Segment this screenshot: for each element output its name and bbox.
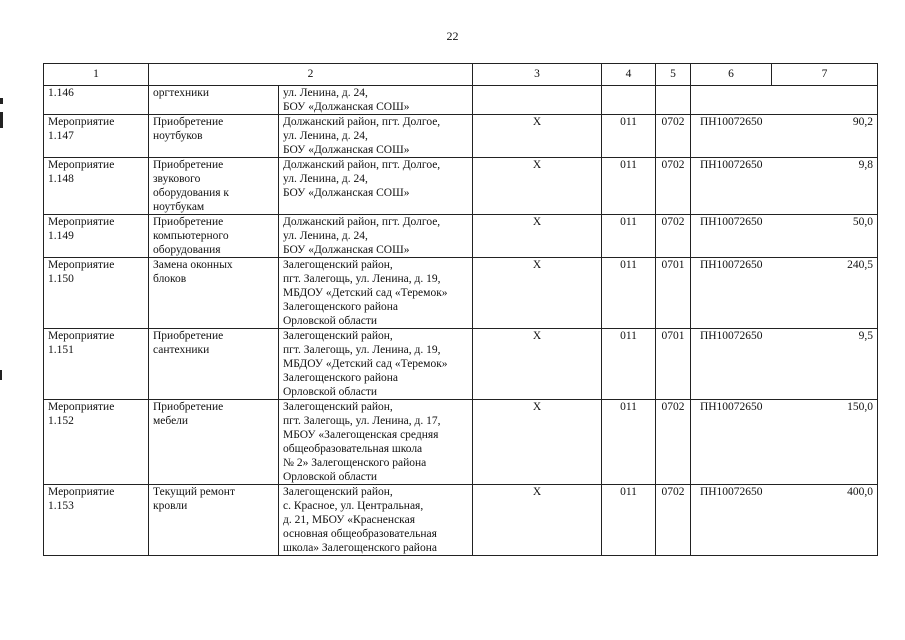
mark-cell: X bbox=[473, 215, 602, 258]
measure-address-cell-line: Залегощенский район, bbox=[283, 330, 393, 342]
measure-address-cell bbox=[279, 329, 473, 400]
measure-id-cell-line: Мероприятие bbox=[48, 330, 115, 342]
measure-address-cell-line: БОУ «Должанская СОШ» bbox=[283, 244, 410, 256]
measure-id-cell bbox=[44, 258, 149, 329]
mark-cell: X bbox=[473, 485, 602, 556]
mark-cell: X bbox=[473, 115, 602, 158]
measure-name-cell bbox=[149, 86, 279, 115]
measure-id-cell-line: 1.150 bbox=[48, 273, 74, 285]
table-row bbox=[44, 400, 878, 485]
measure-address-cell-line: БОУ «Должанская СОШ» bbox=[283, 144, 410, 156]
table-header bbox=[44, 64, 878, 86]
measure-id-cell bbox=[44, 158, 149, 215]
measure-address-cell-line: Орловской области bbox=[283, 386, 378, 398]
measure-address-cell-line: Должанский район, пгт. Долгое, bbox=[283, 116, 441, 128]
measure-address-cell-line: ул. Ленина, д. 24, bbox=[283, 230, 368, 242]
measure-name-cell bbox=[149, 485, 279, 556]
table-row bbox=[44, 258, 878, 329]
measure-address-cell-line: пгт. Залегощь, ул. Ленина, д. 19, bbox=[283, 273, 441, 285]
amount-cell: 90,2 bbox=[772, 115, 878, 158]
measure-address-cell-line: Залегощенский район, bbox=[283, 401, 393, 413]
measure-address-cell-line: Должанский район, пгт. Долгое, bbox=[283, 159, 441, 171]
measure-address-cell bbox=[279, 258, 473, 329]
code-cell bbox=[602, 86, 656, 115]
code-cell: 011 bbox=[602, 329, 656, 400]
measure-address-cell-line: БОУ «Должанская СОШ» bbox=[283, 101, 410, 113]
measure-address-cell-line: д. 21, МБОУ «Красненская bbox=[283, 514, 415, 526]
measure-address-cell bbox=[279, 86, 473, 115]
header-cell: 2 bbox=[149, 64, 473, 86]
target-article-cell: ПН10072650 bbox=[691, 400, 772, 485]
measure-name-cell-line: оборудования к bbox=[153, 187, 230, 199]
mark-cell: X bbox=[473, 158, 602, 215]
measure-address-cell bbox=[279, 485, 473, 556]
measure-address-cell-line: пгт. Залегощь, ул. Ленина, д. 17, bbox=[283, 415, 441, 427]
section-cell: 0701 bbox=[656, 329, 691, 400]
code-cell: 011 bbox=[602, 485, 656, 556]
measure-name-cell bbox=[149, 215, 279, 258]
measure-address-cell-line: школа» Залегощенского района bbox=[283, 542, 437, 554]
measure-address-cell-line: ул. Ленина, д. 24, bbox=[283, 87, 368, 99]
measure-address-cell-line: Орловской области bbox=[283, 471, 378, 483]
section-cell: 0701 bbox=[656, 258, 691, 329]
measure-name-cell bbox=[149, 115, 279, 158]
measure-id-cell-line: 1.152 bbox=[48, 415, 74, 427]
measure-name-cell-line: блоков bbox=[153, 273, 187, 285]
measure-address-cell-line: Орловской области bbox=[283, 315, 378, 327]
measure-id-cell bbox=[44, 400, 149, 485]
measure-address-cell bbox=[279, 400, 473, 485]
table-row bbox=[44, 485, 878, 556]
measure-id-cell bbox=[44, 86, 149, 115]
measure-name-cell bbox=[149, 158, 279, 215]
measure-id-cell-line: Мероприятие bbox=[48, 216, 115, 228]
measure-address-cell-line: МБДОУ «Детский сад «Теремок» bbox=[283, 358, 448, 370]
table-row bbox=[44, 115, 878, 158]
measure-id-cell bbox=[44, 115, 149, 158]
header-cell: 5 bbox=[656, 64, 691, 86]
measure-name-cell bbox=[149, 329, 279, 400]
header-cell: 3 bbox=[473, 64, 602, 86]
target-article-cell: ПН10072650 bbox=[691, 158, 772, 215]
measure-address-cell-line: № 2» Залегощенского района bbox=[283, 457, 427, 469]
mark-cell bbox=[473, 86, 602, 115]
measure-name-cell-line: Приобретение bbox=[153, 116, 224, 128]
measure-name-cell bbox=[149, 400, 279, 485]
measure-id-cell-line: Мероприятие bbox=[48, 259, 115, 271]
measure-id-cell-line: 1.151 bbox=[48, 344, 74, 356]
page-number: 22 bbox=[446, 29, 459, 43]
measure-id-cell-line: 1.148 bbox=[48, 173, 74, 185]
measure-address-cell-line: МБДОУ «Детский сад «Теремок» bbox=[283, 287, 448, 299]
measure-name-cell-line: Замена оконных bbox=[153, 259, 233, 271]
header-cell: 7 bbox=[772, 64, 878, 86]
section-cell: 0702 bbox=[656, 215, 691, 258]
measure-name-cell-line: сантехники bbox=[153, 344, 210, 356]
measure-name-cell-line: Приобретение bbox=[153, 330, 224, 342]
measure-name-cell-line: мебели bbox=[153, 415, 189, 427]
table-body bbox=[44, 86, 878, 556]
code-cell: 011 bbox=[602, 158, 656, 215]
measure-id-cell-line: 1.149 bbox=[48, 230, 74, 242]
measure-address-cell-line: общеобразовательная школа bbox=[283, 443, 423, 455]
measure-id-cell-line: 1.146 bbox=[48, 87, 74, 99]
measure-address-cell-line: МБОУ «Залегощенская средняя bbox=[283, 429, 439, 441]
amount-cell bbox=[772, 86, 878, 115]
measure-id-cell-line: Мероприятие bbox=[48, 401, 115, 413]
mark-cell: X bbox=[473, 258, 602, 329]
budget-table bbox=[43, 63, 878, 556]
section-cell: 0702 bbox=[656, 485, 691, 556]
measure-name-cell-line: ноутбукам bbox=[153, 201, 205, 213]
measure-name-cell-line: Приобретение bbox=[153, 401, 224, 413]
measure-name-cell-line: Текущий ремонт bbox=[153, 486, 235, 498]
measure-id-cell-line: Мероприятие bbox=[48, 486, 115, 498]
header-cell: 6 bbox=[691, 64, 772, 86]
measure-name-cell-line: Приобретение bbox=[153, 216, 224, 228]
measure-name-cell-line: компьютерного bbox=[153, 230, 229, 242]
measure-name-cell bbox=[149, 258, 279, 329]
measure-name-cell-line: ноутбуков bbox=[153, 130, 203, 142]
measure-address-cell-line: пгт. Залегощь, ул. Ленина, д. 19, bbox=[283, 344, 441, 356]
table-row bbox=[44, 86, 878, 115]
table-row bbox=[44, 158, 878, 215]
code-cell: 011 bbox=[602, 115, 656, 158]
target-article-cell: ПН10072650 bbox=[691, 329, 772, 400]
measure-name-cell-line: кровли bbox=[153, 500, 188, 512]
measure-id-cell bbox=[44, 329, 149, 400]
measure-address-cell-line: ул. Ленина, д. 24, bbox=[283, 130, 368, 142]
section-cell: 0702 bbox=[656, 400, 691, 485]
target-article-cell: ПН10072650 bbox=[691, 485, 772, 556]
measure-address-cell-line: Залегощенского района bbox=[283, 372, 399, 384]
measure-address-cell bbox=[279, 158, 473, 215]
target-article-cell: ПН10072650 bbox=[691, 258, 772, 329]
scan-edge-mark bbox=[0, 98, 3, 104]
target-article-cell: ПН10072650 bbox=[691, 115, 772, 158]
measure-address-cell-line: основная общеобразовательная bbox=[283, 528, 437, 540]
section-cell: 0702 bbox=[656, 158, 691, 215]
measure-id-cell-line: 1.147 bbox=[48, 130, 74, 142]
mark-cell: X bbox=[473, 400, 602, 485]
code-cell: 011 bbox=[602, 258, 656, 329]
measure-name-cell-line: оборудования bbox=[153, 244, 221, 256]
amount-cell: 400,0 bbox=[772, 485, 878, 556]
section-cell bbox=[656, 86, 691, 115]
measure-address-cell-line: БОУ «Должанская СОШ» bbox=[283, 187, 410, 199]
scan-edge-mark bbox=[0, 112, 3, 128]
code-cell: 011 bbox=[602, 215, 656, 258]
measure-id-cell-line: Мероприятие bbox=[48, 159, 115, 171]
measure-address-cell bbox=[279, 215, 473, 258]
code-cell: 011 bbox=[602, 400, 656, 485]
measure-address-cell-line: с. Красное, ул. Центральная, bbox=[283, 500, 424, 512]
scan-edge-mark bbox=[0, 370, 2, 380]
amount-cell: 50,0 bbox=[772, 215, 878, 258]
measure-address-cell bbox=[279, 115, 473, 158]
header-cell: 4 bbox=[602, 64, 656, 86]
measure-address-cell-line: Должанский район, пгт. Долгое, bbox=[283, 216, 441, 228]
measure-name-cell-line: Приобретение bbox=[153, 159, 224, 171]
measure-id-cell-line: 1.153 bbox=[48, 500, 74, 512]
target-article-cell bbox=[691, 86, 772, 115]
measure-id-cell bbox=[44, 215, 149, 258]
measure-address-cell-line: Залегощенский район, bbox=[283, 486, 393, 498]
measure-id-cell bbox=[44, 485, 149, 556]
section-cell: 0702 bbox=[656, 115, 691, 158]
measure-name-cell-line: звукового bbox=[153, 173, 201, 185]
measure-id-cell-line: Мероприятие bbox=[48, 116, 115, 128]
amount-cell: 150,0 bbox=[772, 400, 878, 485]
table-row bbox=[44, 215, 878, 258]
header-cell: 1 bbox=[44, 64, 149, 86]
amount-cell: 9,8 bbox=[772, 158, 878, 215]
mark-cell: X bbox=[473, 329, 602, 400]
measure-address-cell-line: ул. Ленина, д. 24, bbox=[283, 173, 368, 185]
target-article-cell: ПН10072650 bbox=[691, 215, 772, 258]
table-row bbox=[44, 329, 878, 400]
measure-address-cell-line: Залегощенского района bbox=[283, 301, 399, 313]
measure-name-cell-line: оргтехники bbox=[153, 87, 209, 99]
amount-cell: 240,5 bbox=[772, 258, 878, 329]
measure-address-cell-line: Залегощенский район, bbox=[283, 259, 393, 271]
amount-cell: 9,5 bbox=[772, 329, 878, 400]
